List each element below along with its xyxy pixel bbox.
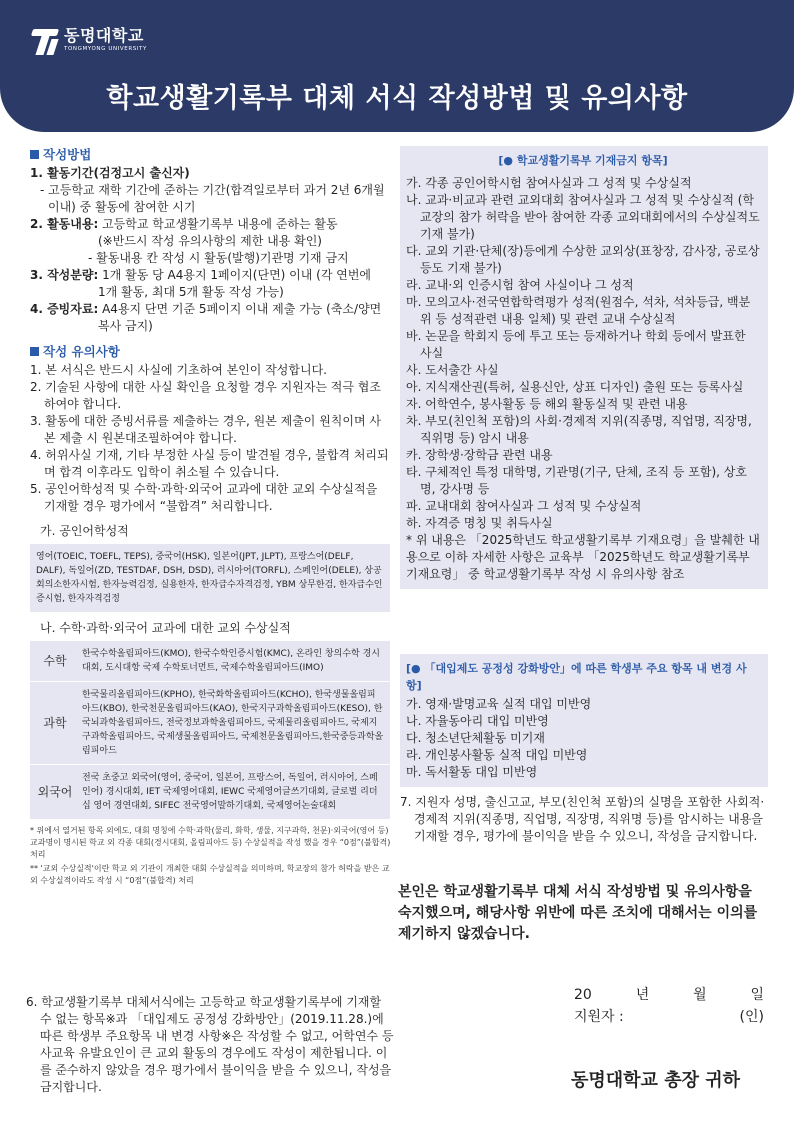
list-item: 차. 부모(친인척 포함)의 사회·경제적 지위(직종명, 직업명, 직장명, 직위명 등) 암시 내용: [406, 414, 752, 445]
table-row: 수학 한국수학올림피아드(KMO), 한국수학인증시험(KMC), 온라인 창의수학 경시대회, 도시대항 국제 수학토너먼트, 국제수학올림피아드(IMO): [30, 641, 390, 682]
list-item: 바. 논문을 학회지 등에 투고 또는 등재하거나 학회 등에서 발표한 사실: [406, 329, 746, 360]
list-item: 나. 교과·비교과 관련 교외대회 참여사실과 그 성적 및 수상실적 (학교장의 참가 허락을 받아 참여한 각종 교외대회에서의 수상실적도 기재 불가): [406, 193, 760, 241]
list-item: 아. 지식재산권(특허, 실용신안, 상표 디자인) 출원 또는 등록사실: [406, 380, 744, 394]
caution-item-5: 5. 공인어학성적 및 수학·과학·외국어 교과에 대한 교외 수상실적을 기재할 경우 평가에서 “불합격” 처리합니다.: [30, 482, 378, 513]
list-item: 카. 장학생·장학금 관련 내용: [406, 448, 553, 462]
logo-name: 동명대학교: [64, 26, 144, 45]
method-item-2: 2. 활동내용: 고등학교 학교생활기록부 내용에 준하는 활동 (※반드시 작성 유의사항의 제한 내용 확인) - 활동내용 칸 작성 시 활동(발행)기관명 기재 금지: [30, 217, 349, 265]
caution-item-6: 6. 학교생활기록부 대체서식에는 고등학교 학교생활기록부에 기재할 수 없는 항목※과 「대입제도 공정성 강화방안」(2019.11.28.)에 따른 학생부 주요항목 내 변경 사항※은 작성할 수 없고, 어학연수 등 사교육 유발요인이 큰 교외 활동의 경우에도 작성이 제한됩니다. 이를 준수하지 않았을 경우 평가에서 불이익을 받을 수 있으니, 작성을 금지합니다.: [26, 995, 394, 1094]
method-item-4: 4. 증빙자료: A4용지 단면 기준 5페이지 이내 제출 가능 (축소/양면 복사 금지): [30, 302, 382, 333]
language-subheading: 가. 공인어학성적: [40, 524, 129, 538]
list-item: 나. 자율동아리 대입 미반영: [406, 714, 549, 728]
addressee: 동명대학교 총장 귀하: [571, 1070, 741, 1091]
university-logo: [30, 25, 147, 55]
list-item: 마. 모의고사·전국연합학력평가 성적(원점수, 석차, 석차등급, 백분위 등 성적관련 내용 일체) 및 관련 교내 수상실적: [406, 295, 751, 326]
prohibited-box: [400, 146, 768, 589]
method-item-3: 3. 작성분량: 1개 활동 당 A4용지 1페이지(단면) 이내 (각 연번에 1개 활동, 최대 5개 활동 작성 가능): [30, 268, 372, 299]
footnote-2: ** '교외 수상실적'이란 학교 외 기관이 개최한 대회 수상실적을 의미하며, 학교장의 참가 허락을 받은 교외 수상실적이라도 작성 시 “0점”(불합격) 처리: [30, 864, 390, 885]
page-title: 학교생활기록부 대체 서식 작성방법 및 유의사항: [106, 83, 688, 114]
changes-box: [400, 654, 768, 787]
header-banner: [0, 0, 794, 132]
method-item-1: 1. 활동기간(검정고시 출신자) - 고등학교 재학 기간에 준하는 기간(합격일로부터 과거 2년 6개월 이내) 중 활동에 참여한 시기: [30, 166, 385, 214]
table-row: 외국어 전국 초중고 외국어(영어, 중국어, 일본어, 프랑스어, 독일어, 러시아어, 스페인어) 경시대회, IET 국제영어대회, IEWC 국제영어글쓰기대회, 글로벌 리더십 영어 경연대회, SIFEC 전국영어말하기대회, 국제영어논술대회: [37, 773, 378, 811]
caution-item-1: 1. 본 서식은 반드시 사실에 기초하여 본인이 작성합니다.: [30, 363, 327, 377]
logo-icon: [30, 25, 60, 55]
date-line: 20 년 월 일: [574, 987, 764, 1003]
list-item: 타. 구체적인 특정 대학명, 기관명(기구, 단체, 조직 등 포함), 상호명, 강사명 등: [406, 465, 747, 496]
list-item: 라. 개인봉사활동 실적 대입 미반영: [406, 748, 588, 762]
list-item: 다. 청소년단체활동 미기재: [406, 731, 545, 745]
list-item: 자. 어학연수, 봉사활동 등 해외 활동실적 및 관련 내용: [406, 397, 688, 411]
logo-subtitle: TONGMYONG UNIVERSITY: [64, 46, 147, 52]
signature-block: [574, 984, 764, 1028]
applicant-line: 지원자 : (인): [574, 1009, 764, 1025]
caution-item-4: 4. 허위사실 기재, 기타 부정한 사실 등이 발견될 경우, 불합격 처리되며 합격 이후라도 입학이 취소될 수 있습니다.: [30, 448, 389, 479]
list-item: 마. 독서활동 대입 미반영: [406, 765, 538, 779]
prohibited-note: * 위 내용은 「2025학년도 학교생활기록부 기재요령」을 발췌한 내용으로 이하 자세한 사항은 교육부 「2025학년도 학교생활기록부 기재요령」 중 학교생활기록부 작성 시 유의사항 참조: [406, 533, 760, 581]
list-item: 하. 자격증 명칭 및 취득사실: [406, 516, 553, 530]
caution-item-3: 3. 활동에 대한 증빙서류를 제출하는 경우, 원본 제출이 원칙이며 사본 제출 시 원본대조필하여야 합니다.: [30, 414, 381, 445]
competition-subheading: 나. 수학·과학·외국어 교과에 대한 교외 수상실적: [40, 621, 291, 635]
changes-heading: [● 「대입제도 공정성 강화방안」에 따른 학생부 주요 항목 내 변경 사항]: [406, 662, 747, 692]
list-item: 파. 교내대회 참여사실과 그 성적 및 수상실적: [406, 499, 642, 513]
pledge-statement: 본인은 학교생활기록부 대체 서식 작성방법 및 유의사항을 숙지했으며, 해당사항 위반에 따른 조치에 대해서는 이의를 제기하지 않겠습니다.: [398, 884, 758, 942]
list-item: 가. 영재·발명교육 실적 대입 미반영: [406, 697, 592, 711]
caution-item-7: 7. 지원자 성명, 출신고교, 부모(친인척 포함)의 실명을 포함한 사회적·경제적 지위(직종명, 직업명, 직장명, 직위명 등)를 암시하는 내용을 기재할 경우, 평가에 불이익을 받을 수 있으니, 작성을 금지합니다.: [400, 795, 765, 843]
list-item: 가. 각종 공인어학시험 참여사실과 그 성적 및 수상실적: [406, 176, 692, 190]
left-column: [30, 146, 392, 887]
competition-table: [30, 641, 390, 819]
caution-heading: 작성 유의사항: [30, 343, 392, 360]
table-row: 과학 한국물리올림피아드(KPHO), 한국화학올림피아드(KCHO), 한국생물올림피아드(KBO), 한국천문올림피아드(KAO), 한국지구과학올림피아드(KESO), 한국뇌과학올림피아드, 전국정보과학올림피아드, 국제물리올림피아드, 국제지구과학올림피아드, 국제생물올림피아드, 국제천문올림피아드,한국중등과학올림피아드: [30, 682, 390, 765]
list-item: 라. 교내·외 인증시험 참여 사실이나 그 성적: [406, 278, 634, 292]
footnote-1: * 위에서 열거된 항목 외에도, 대회 명칭에 수학·과학(물리, 화학, 생물, 지구과학, 천문)·외국어(영어 등) 교과명이 명시된 학교 외 각종 대회(경시대회, 올림피아드 등) 수상실적을 작성 했을 경우 “0점”(불합격) 처리: [30, 826, 391, 859]
list-item: 다. 교외 기관·단체(장)등에게 수상한 교외상(표창장, 감사장, 공로상 등도 기재 불가): [406, 244, 760, 275]
method-heading: 작성방법: [30, 146, 392, 163]
language-test-list: 영어(TOEIC, TOEFL, TEPS), 중국어(HSK), 일본어(JPT, JLPT), 프랑스어(DELF, DALF), 독일어(ZD, TESTDAF, DSH, DSD), 러시아어(TORFL), 스페인어(DELE), 상공회의소한자시험, 한자능력검정, 실용한자, 한자급수자격검정, YBM 상무한검, 한자급수인증시험, 한자자격검정: [30, 544, 390, 612]
caution-item-2: 2. 기술된 사항에 대한 사실 확인을 요청할 경우 지원자는 적극 협조하여야 합니다.: [30, 380, 381, 411]
list-item: 사. 도서출간 사실: [406, 363, 499, 377]
prohibited-heading: [● 학교생활기록부 기재금지 항목]: [498, 154, 668, 167]
